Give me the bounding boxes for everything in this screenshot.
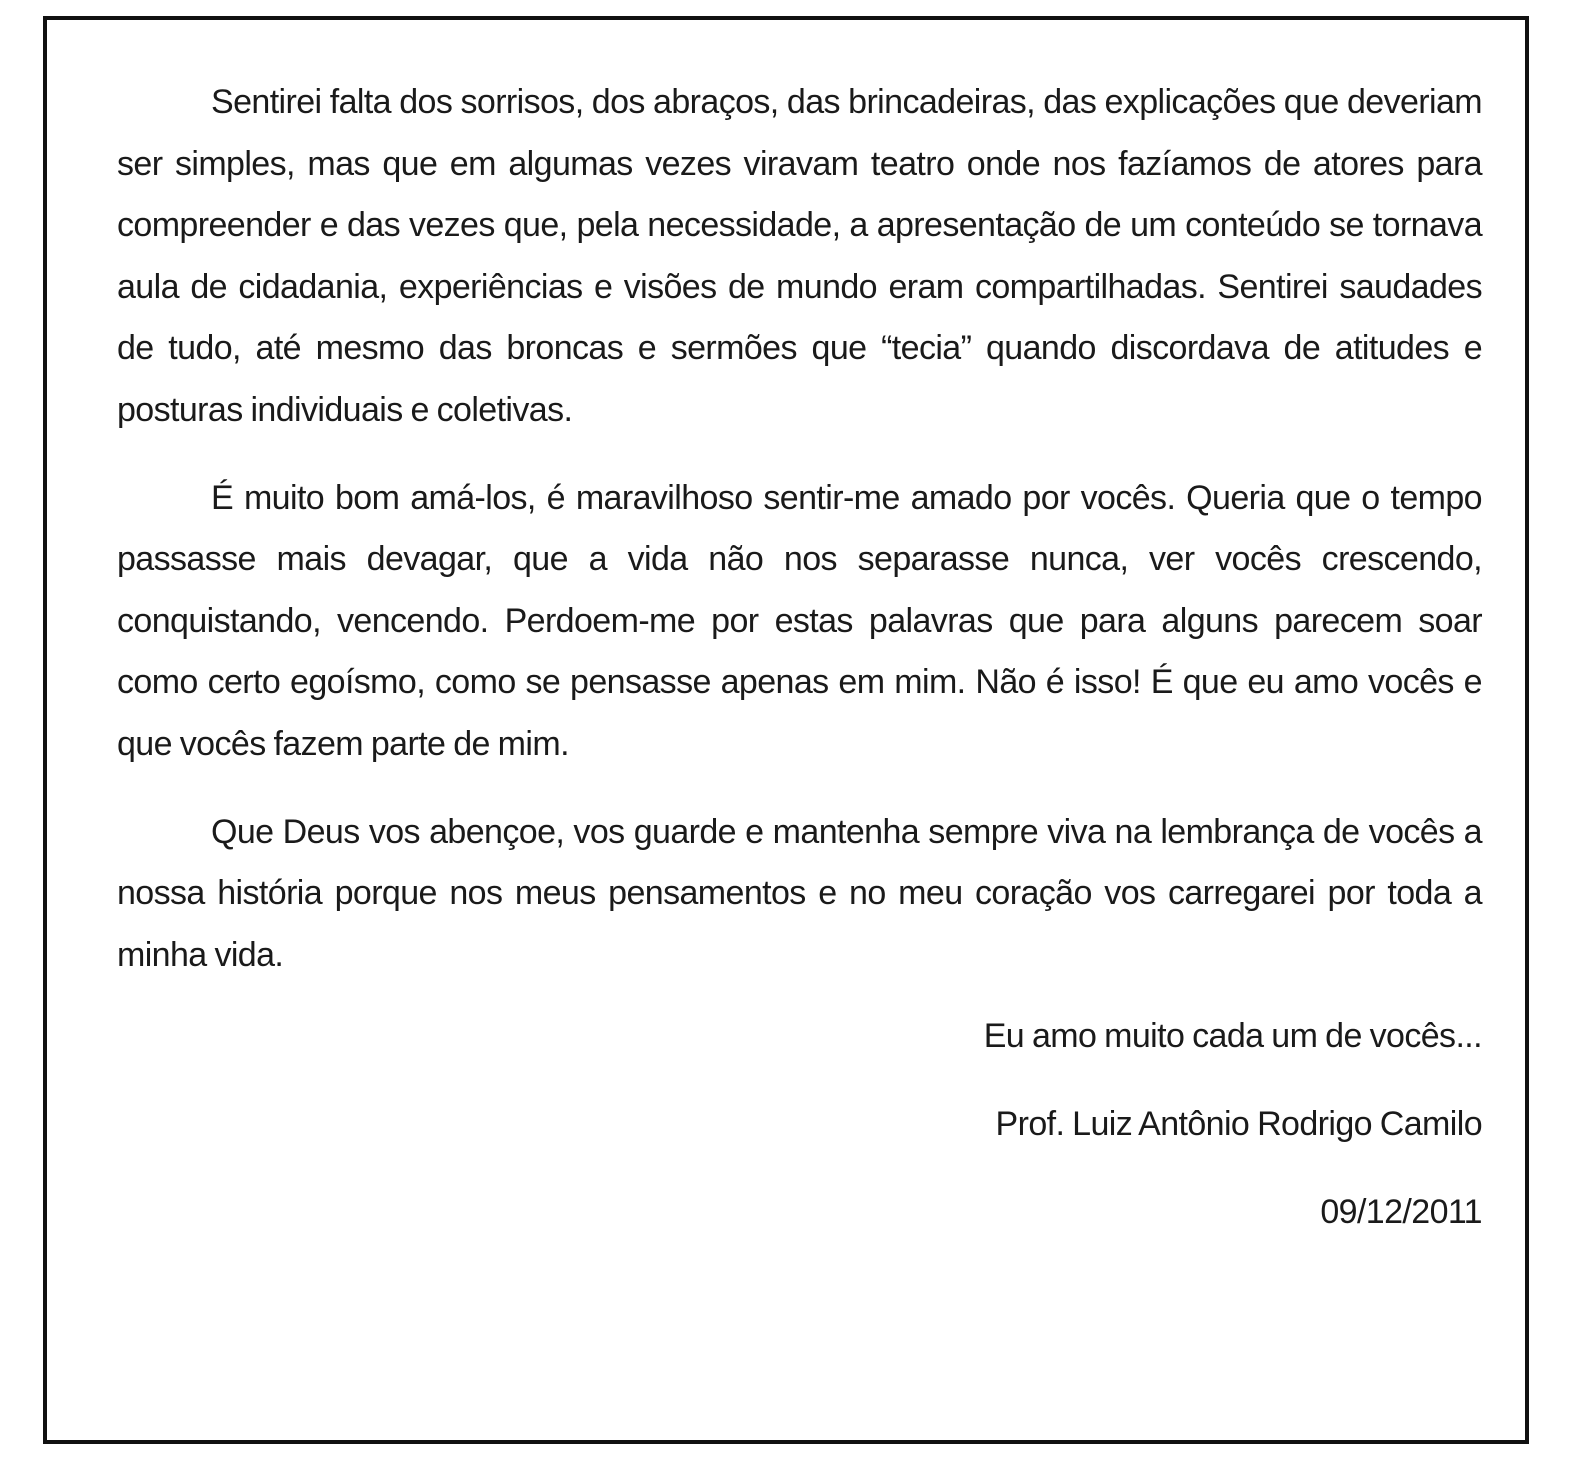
letter-body [117, 72, 1482, 1278]
paragraph-3: Que Deus vos abençoe, vos guarde e mantenha sempre viva na lembrança de vocês a nossa história porque nos meus pensamentos e no meu coração vos carregarei por toda a minha vida. [117, 812, 1482, 974]
paragraph-1: Sentirei falta dos sorrisos, dos abraços, das brincadeiras, das explicações que deveriam ser simples, mas que em algumas vezes viravam teatro onde nos fazíamos de atores para compreender e das vezes que, pela necessidade, a apresentação de um conteúdo se tornava aula de cidadania, experiências e visões de mundo eram compartilhadas. Sentirei saudades de tudo, até mesmo das broncas e sermões que “tecia” quando discordava de atitudes e posturas individuais e coletivas. [117, 83, 1482, 429]
signature: Prof. Luiz Antônio Rodrigo Camilo [995, 1105, 1482, 1144]
closing-phrase: Eu amo muito cada um de vocês... [983, 1017, 1482, 1056]
closing-block [117, 1014, 1482, 1234]
date: 09/12/2011 [1320, 1193, 1482, 1232]
letter-frame [43, 16, 1529, 1444]
paragraph-2: É muito bom amá-los, é maravilhoso sentir-me amado por vocês. Queria que o tempo passasse mais devagar, que a vida não nos separasse nunca, ver vocês crescendo, conquistando, vencendo. Perdoem-me por estas palavras que para alguns parecem soar como certo egoísmo, como se pensasse apenas em mim. Não é isso! É que eu amo vocês e que vocês fazem parte de mim. [117, 478, 1482, 763]
